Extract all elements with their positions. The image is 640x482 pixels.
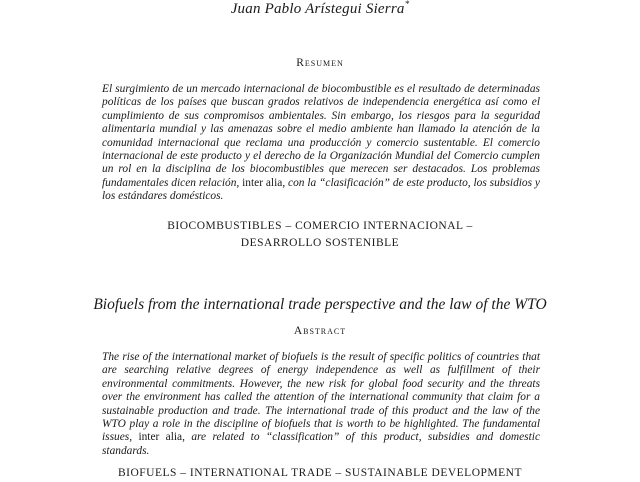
author-footnote-mark: * — [404, 0, 410, 9]
keywords-es — [0, 218, 640, 252]
abstract-heading: Abstract — [293, 325, 347, 337]
resumen-heading: Resumen — [296, 57, 344, 69]
resumen-text-1: El surgimiento de un mercado internacional de biocombustible es el resultado de determinadas políticas de los países que buscan grados relativos de independencia energética así como el cumplimiento de sus compromisos ambientales. Sin embargo, los riesgos para la seguridad alimentaria mundial y las amenazas sobre el medio ambiente han llamado la atención de la comunidad internacional que reclama una producción y comercio sustentable. El comercio internacional de este producto y el derecho de la Organización Mundial del Comercio cumplen un rol en la disciplina de los biocombustibles que merecen ser destacados. Los problemas fundamentales dicen relación, — [102, 83, 540, 189]
resumen-text-2: con la “clasificación” de este producto, los subsidios y los estándares domésticos. — [102, 176, 540, 203]
abstract-text-2: are related to “classification” of this product, subsidies and domestic standards. — [102, 431, 541, 457]
resumen-paragraph — [102, 83, 540, 204]
keywords-es-line-2: DESARROLLO SOSTENIBLE — [240, 237, 400, 249]
resumen-inter-alia: inter alia, — [242, 176, 286, 189]
keywords-en-line-1: BIOFUELS – INTERNATIONAL TRADE – SUSTAINABLE DEVELOPMENT — [117, 467, 522, 479]
keywords-es-line-1: BIOCOMBUSTIBLES – COMERCIO INTERNACIONAL – — [167, 220, 473, 232]
english-title: Biofuels from the international trade perspective and the law of the WTO — [93, 296, 547, 313]
abstract-text-1: The rise of the international market of biofuels is the result of specific politics of countries that are searching relative degrees of energy independence as well as fulfillment of their environmental commitments. However, the new risk for global food security and the threats over the environment has called the attention of the international community that claim for a sustainable production and trade. The international trade of this product and the law of the WTO play a role in the discipline of biofuels that is worth to be highlighted. The fundamental issues, — [102, 351, 540, 444]
author-line — [0, 1, 640, 18]
abstract-paragraph — [102, 351, 540, 458]
keywords-en — [0, 465, 640, 482]
author-name: Juan Pablo Arístegui Sierra — [230, 1, 405, 17]
abstract-inter-alia: inter alia, — [138, 431, 185, 444]
